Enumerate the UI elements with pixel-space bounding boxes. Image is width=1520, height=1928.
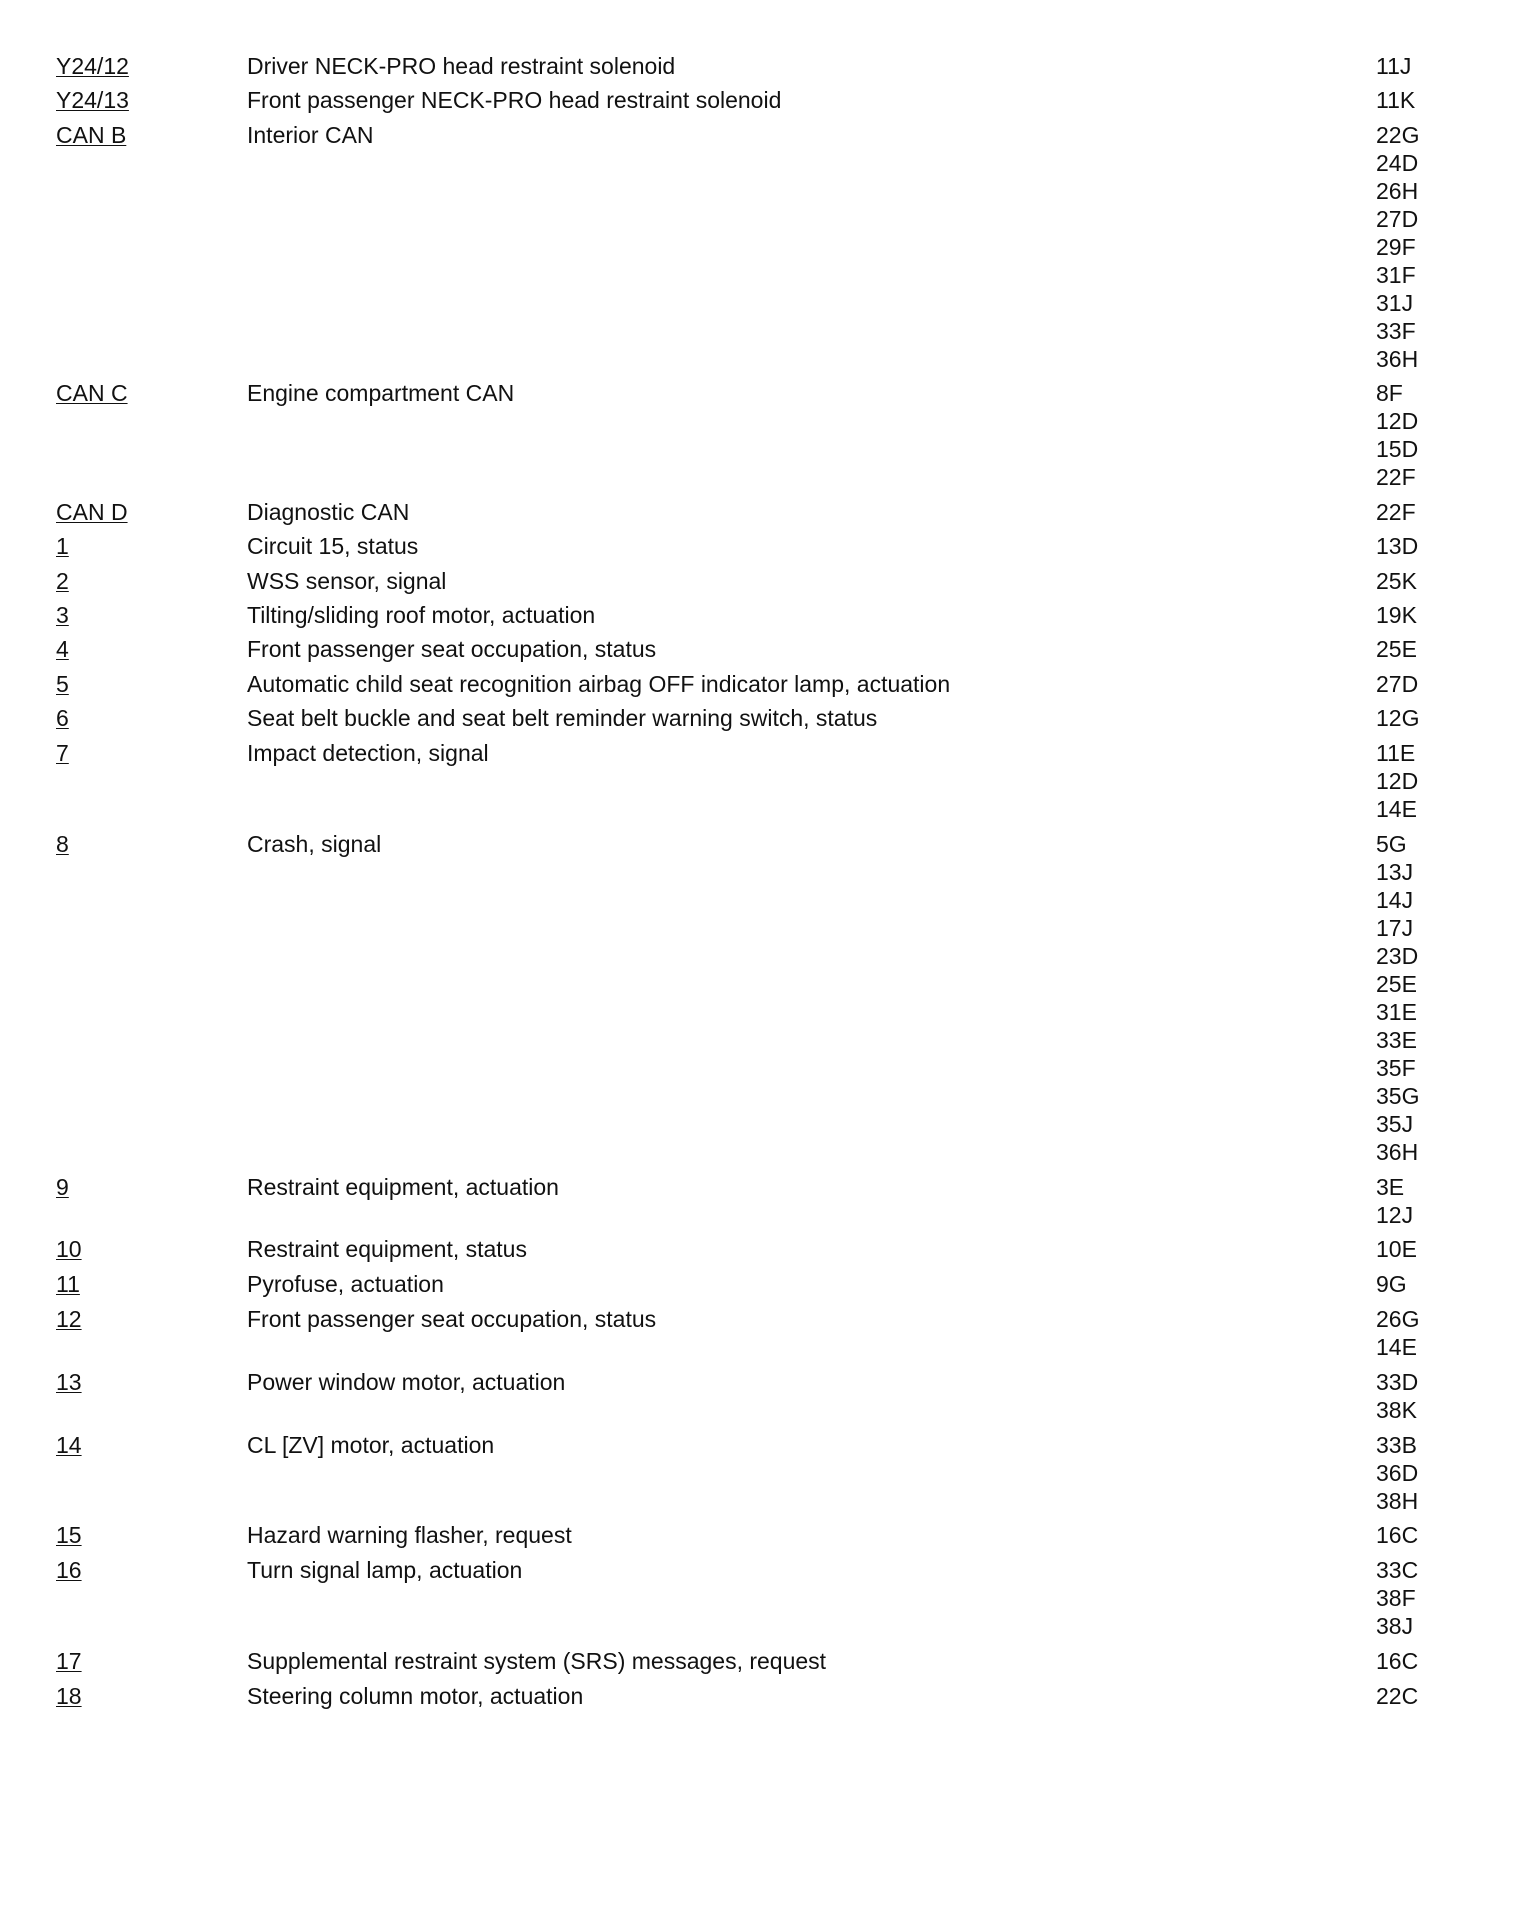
legend-grid-references [1376,670,1456,698]
legend-code-cell [0,635,247,663]
legend-description: Driver NECK-PRO head restraint solenoid [247,53,676,79]
grid-reference: 24D [1376,150,1419,176]
legend-code-cell [0,121,247,149]
legend-code-cell [0,1431,247,1459]
legend-description: Diagnostic CAN [247,499,410,525]
grid-reference: 14J [1376,887,1414,913]
grid-reference: 16C [1376,1522,1419,1548]
legend-row [0,1235,1520,1263]
legend-description: Turn signal lamp, actuation [247,1557,523,1583]
grid-reference: 36H [1376,346,1419,372]
legend-code-cell [0,1556,247,1584]
legend-row [0,670,1520,698]
grid-reference: 12G [1376,705,1420,731]
legend-code-link[interactable]: 14 [56,1432,82,1458]
legend-code-link[interactable]: 13 [56,1369,82,1395]
legend-row [0,52,1520,80]
grid-reference: 27D [1376,671,1419,697]
grid-reference: 38F [1376,1585,1416,1611]
legend-code-link[interactable]: 7 [56,740,69,766]
legend-code-cell [0,1647,247,1675]
legend-description: WSS sensor, signal [247,568,447,594]
grid-reference: 22F [1376,499,1416,525]
grid-reference: 16C [1376,1648,1419,1674]
legend-code-link[interactable]: 16 [56,1557,82,1583]
legend-description: CL [ZV] motor, actuation [247,1432,495,1458]
legend-grid-references [1376,1305,1456,1361]
legend-description: Restraint equipment, status [247,1236,527,1262]
legend-code-link[interactable]: 12 [56,1306,82,1332]
legend-grid-references [1376,635,1456,663]
legend-code-cell [0,1682,247,1710]
legend-code-link[interactable]: 8 [56,831,69,857]
legend-grid-references [1376,1173,1456,1229]
grid-reference: 35F [1376,1055,1416,1081]
grid-reference: 33F [1376,318,1416,344]
legend-code-link[interactable]: 6 [56,705,69,731]
grid-reference: 35G [1376,1083,1420,1109]
legend-description: Hazard warning flasher, request [247,1522,572,1548]
legend-row [0,567,1520,595]
grid-reference: 31E [1376,999,1417,1025]
legend-code-link[interactable]: 18 [56,1683,82,1709]
grid-reference: 26G [1376,1306,1420,1332]
legend-row [0,704,1520,732]
legend-description: Tilting/sliding roof motor, actuation [247,602,596,628]
legend-code-cell [0,86,247,114]
grid-reference: 12J [1376,1202,1414,1228]
legend-grid-references [1376,1682,1456,1710]
legend-grid-references [1376,567,1456,595]
legend-row [0,1173,1520,1229]
legend-description: Supplemental restraint system (SRS) messages, request [247,1648,827,1674]
legend-code-cell [0,1270,247,1298]
grid-reference: 11E [1376,740,1416,766]
grid-reference: 26H [1376,178,1419,204]
legend-row [0,1647,1520,1675]
legend-row [0,1270,1520,1298]
legend-description: Front passenger NECK-PRO head restraint solenoid [247,87,782,113]
legend-description: Circuit 15, status [247,533,419,559]
grid-reference: 3E [1376,1174,1405,1200]
legend-description: Front passenger seat occupation, status [247,1306,657,1332]
grid-reference: 17J [1376,915,1414,941]
legend-grid-references [1376,1368,1456,1424]
legend-row [0,498,1520,526]
legend-description: Automatic child seat recognition airbag OFF indicator lamp, actuation [247,671,951,697]
grid-reference: 23D [1376,943,1419,969]
legend-row [0,532,1520,560]
legend-code-cell [0,379,247,407]
legend-code-link[interactable]: 4 [56,636,69,662]
grid-reference: 13J [1376,859,1414,885]
legend-code-cell [0,532,247,560]
legend-code-link[interactable]: 17 [56,1648,82,1674]
grid-reference: 22C [1376,1683,1419,1709]
grid-reference: 12D [1376,408,1419,434]
grid-reference: 8F [1376,380,1403,406]
grid-reference: 25E [1376,636,1417,662]
legend-grid-references [1376,1556,1456,1640]
grid-reference: 33E [1376,1027,1417,1053]
grid-reference: 38J [1376,1613,1414,1639]
legend-grid-references [1376,379,1456,491]
legend-code-link[interactable]: 2 [56,568,69,594]
legend-code-link[interactable]: 1 [56,533,69,559]
legend-code-cell [0,704,247,732]
legend-grid-references [1376,121,1456,373]
legend-grid-references [1376,498,1456,526]
grid-reference: 5G [1376,831,1407,857]
legend-grid-references [1376,52,1456,80]
grid-reference: 25K [1376,568,1417,594]
grid-reference: 19K [1376,602,1417,628]
legend-row [0,601,1520,629]
legend-code-link[interactable]: 9 [56,1174,69,1200]
grid-reference: 38H [1376,1488,1419,1514]
legend-row [0,1521,1520,1549]
legend-grid-references [1376,532,1456,560]
grid-reference: 33C [1376,1557,1419,1583]
legend-code-link[interactable]: 10 [56,1236,82,1262]
wiring-diagram-legend [0,52,1520,1710]
legend-grid-references [1376,739,1456,823]
grid-reference: 22F [1376,464,1416,490]
legend-code-cell [0,567,247,595]
grid-reference: 22G [1376,122,1420,148]
legend-description: Steering column motor, actuation [247,1683,584,1709]
legend-row [0,739,1520,823]
grid-reference: 25E [1376,971,1417,997]
legend-row [0,1682,1520,1710]
legend-code-link[interactable]: CAN C [56,380,128,406]
grid-reference: 35J [1376,1111,1414,1137]
grid-reference: 38K [1376,1397,1417,1423]
legend-row [0,1431,1520,1515]
legend-code-cell [0,601,247,629]
legend-row [0,121,1520,373]
grid-reference: 33D [1376,1369,1419,1395]
legend-description: Pyrofuse, actuation [247,1271,444,1297]
legend-grid-references [1376,1647,1456,1675]
legend-grid-references [1376,704,1456,732]
legend-code-link[interactable]: 11 [56,1271,80,1297]
legend-code-cell [0,1173,247,1201]
grid-reference: 12D [1376,768,1419,794]
grid-reference: 10E [1376,1236,1417,1262]
legend-code-cell [0,1368,247,1396]
legend-grid-references [1376,1521,1456,1549]
legend-description: Interior CAN [247,122,374,148]
legend-code-link[interactable]: Y24/13 [56,87,129,113]
grid-reference: 36D [1376,1460,1419,1486]
legend-row [0,830,1520,1166]
legend-code-cell [0,830,247,858]
legend-grid-references [1376,830,1456,1166]
grid-reference: 9G [1376,1271,1407,1297]
grid-reference: 14E [1376,1334,1417,1360]
legend-code-link[interactable]: CAN D [56,499,128,525]
grid-reference: 36H [1376,1139,1419,1165]
legend-code-cell [0,498,247,526]
legend-code-link[interactable]: CAN B [56,122,127,148]
legend-row [0,86,1520,114]
legend-code-link[interactable]: 5 [56,671,69,697]
legend-code-cell [0,1235,247,1263]
grid-reference: 11J [1376,53,1412,79]
legend-row [0,379,1520,491]
legend-grid-references [1376,1270,1456,1298]
legend-code-link[interactable]: 15 [56,1522,82,1548]
grid-reference: 15D [1376,436,1419,462]
legend-code-cell [0,1305,247,1333]
legend-row [0,1305,1520,1361]
legend-description: Front passenger seat occupation, status [247,636,657,662]
legend-grid-references [1376,1431,1456,1515]
grid-reference: 31J [1376,290,1414,316]
legend-description: Seat belt buckle and seat belt reminder warning switch, status [247,705,878,731]
grid-reference: 14E [1376,796,1417,822]
legend-grid-references [1376,1235,1456,1263]
legend-description: Engine compartment CAN [247,380,515,406]
legend-description: Restraint equipment, actuation [247,1174,559,1200]
grid-reference: 31F [1376,262,1416,288]
legend-code-link[interactable]: 3 [56,602,69,628]
legend-row [0,1556,1520,1640]
grid-reference: 13D [1376,533,1419,559]
legend-code-cell [0,1521,247,1549]
legend-description: Power window motor, actuation [247,1369,566,1395]
legend-description: Crash, signal [247,831,382,857]
grid-reference: 11K [1376,87,1416,113]
legend-row [0,635,1520,663]
legend-description: Impact detection, signal [247,740,489,766]
legend-row [0,1368,1520,1424]
legend-grid-references [1376,86,1456,114]
legend-code-cell [0,739,247,767]
legend-code-cell [0,670,247,698]
legend-grid-references [1376,601,1456,629]
grid-reference: 33B [1376,1432,1417,1458]
grid-reference: 29F [1376,234,1416,260]
grid-reference: 27D [1376,206,1419,232]
legend-code-link[interactable]: Y24/12 [56,53,129,79]
legend-code-cell [0,52,247,80]
